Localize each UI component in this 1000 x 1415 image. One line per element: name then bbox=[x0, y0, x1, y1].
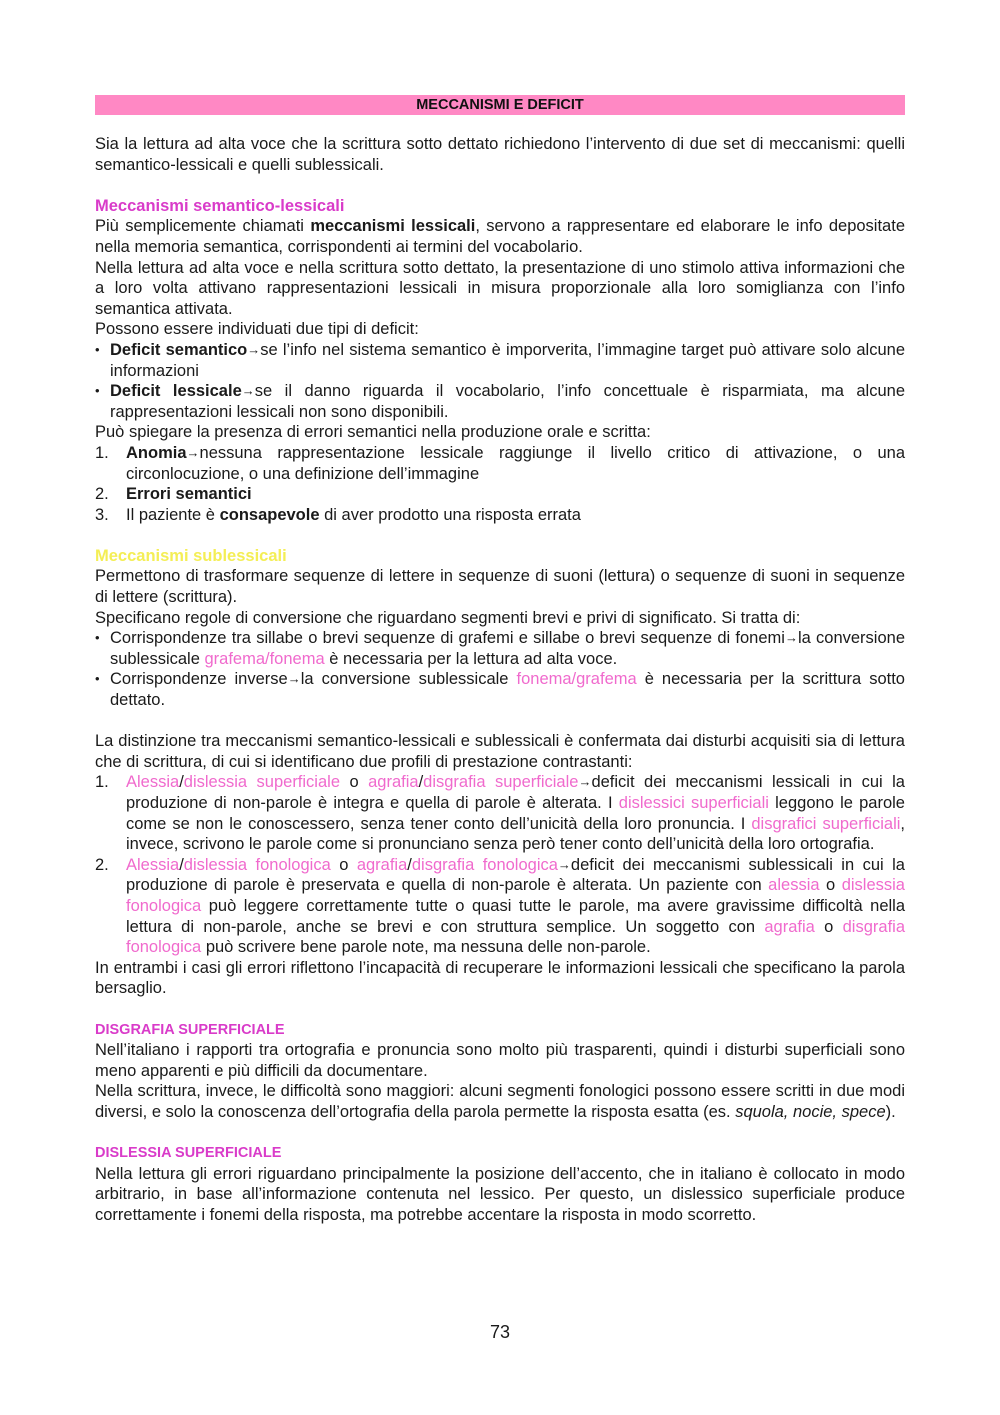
arrow-right-icon: → bbox=[578, 774, 592, 790]
semantic-paragraph-2: Nella lettura ad alta voce e nella scrittura sotto dettato, la presentazione di uno stimolo attiva informazioni che a loro volta attivano rappresentazioni lessicali in misura proporzionale alla loro somiglianza con l’info semantica attivata. bbox=[95, 258, 905, 318]
arrow-right-icon: → bbox=[241, 383, 255, 399]
list-item: 1. Alessia/dislessia superficiale o agrafia/disgrafia superficiale→deficit dei meccanismi lessicali in cui la produzione di non-parole è integra e quella di parole è alterata. I dislessici superficiali leggono le parole come se non le conoscessero, senza tener conto dell’unicità della loro pronuncia. I disgrafici superficiali, invece, scrivono le parole come si pronunciano senza però tener conto dell’unicità della loro ortografia. bbox=[95, 773, 905, 854]
disgrafia-paragraph-1: Nell’italiano i rapporti tra ortografia e pronuncia sono molto più trasparenti, quindi i disturbi superficiali sono meno apparenti e più difficili da documentare. bbox=[95, 1041, 905, 1080]
heading-dislessia-superficiale: DISLESSIA SUPERFICIALE bbox=[95, 1145, 282, 1162]
semantic-paragraph-1: Più semplicemente chiamati meccanismi lessicali, servono a rappresentare ed elaborare le info depositate nella memoria semantica, corrispondenti ai termini del vocabolario. bbox=[95, 217, 905, 256]
heading-disgrafia-superficiale: DISGRAFIA SUPERFICIALE bbox=[95, 1021, 285, 1038]
deficit-list bbox=[95, 340, 905, 422]
list-item: • Deficit semantico→se l’info nel sistema semantico è imporverita, l’immagine target può attivare solo alcune informazioni bbox=[95, 340, 905, 381]
profiles-list bbox=[95, 772, 905, 957]
list-item: 3. Il paziente è consapevole di aver prodotto una risposta errata bbox=[95, 505, 581, 524]
intro-paragraph: Sia la lettura ad alta voce che la scrittura sotto dettato richiedono l’intervento di due set di meccanismi: quelli semantico-lessicali e quelli sublessicali. bbox=[95, 135, 905, 174]
arrow-right-icon: → bbox=[287, 671, 301, 687]
sublexical-paragraph-2: Specificano regole di conversione che riguardano segmenti brevi e privi di significato. Si tratta di: bbox=[95, 608, 801, 627]
disgrafia-paragraph-2: Nella scrittura, invece, le difficoltà sono maggiori: alcuni segmenti fonologici possono essere scritti in due modi diversi, e solo la conoscenza dell’ortografia della parola permette la risposta esatta (es. squola, nocie, spece). bbox=[95, 1082, 905, 1121]
sublexical-paragraph-1: Permettono di trasformare sequenze di lettere in sequenze di suoni (lettura) o sequenze di suoni in sequenze di lettere (scrittura). bbox=[95, 567, 905, 607]
list-item: 2. Errori semantici bbox=[95, 485, 252, 504]
section-title-banner: MECCANISMI E DEFICIT bbox=[95, 95, 905, 115]
correspondence-list bbox=[95, 628, 905, 710]
page-number: 73 bbox=[489, 1322, 511, 1342]
list-item: 1. Anomia→nessuna rappresentazione lessicale raggiunge il livello critico di attivazione, o una circonlocuzione, o una definizione dell’immagine bbox=[95, 443, 905, 483]
distinction-conclusion: In entrambi i casi gli errori riflettono l’incapacità di recuperare le informazioni lessicali che specificano la parola bersaglio. bbox=[95, 958, 905, 998]
distinction-paragraph: La distinzione tra meccanismi semantico-lessicali e sublessicali è confermata dai disturbi acquisiti sia di lettura che di scrittura, di cui si identificano due profili di prestazione contrastanti: bbox=[95, 732, 905, 771]
semantic-paragraph-4: Può spiegare la presenza di errori semantici nella produzione orale e scritta: bbox=[95, 423, 651, 442]
semantic-paragraph-3: Possono essere individuati due tipi di deficit: bbox=[95, 320, 419, 339]
arrow-right-icon: → bbox=[247, 341, 261, 357]
list-item: • Deficit lessicale→se il danno riguarda il vocabolario, l’info concettuale è risparmiata, ma alcune rappresentazioni lessicali non sono disponibili. bbox=[95, 381, 905, 422]
list-item: 2. Alessia/dislessia fonologica o agrafia/disgrafia fonologica→deficit dei meccanismi sublessicali in cui la produzione di parole è preservata e quella di non-parole è alterata. Un paziente con alessia o dislessia fonologica può leggere correttamente tutte o quasi tutte le parole, ma avere gravissime difficoltà nella lettura di non-parole, anche se brevi e con struttura semplice. Un soggetto con agrafia o disgrafia fonologica può scrivere bene parole note, ma nessuna delle non-parole. bbox=[95, 855, 905, 957]
heading-semantic-lexical: Meccanismi semantico-lessicali bbox=[95, 196, 345, 215]
heading-sublexical: Meccanismi sublessicali bbox=[95, 546, 287, 565]
arrow-right-icon: → bbox=[557, 856, 571, 872]
semantic-errors-list bbox=[95, 443, 905, 525]
dislessia-paragraph-1: Nella lettura gli errori riguardano principalmente la posizione dell’accento, che in italiano è collocato in modo arbitrario, in base all’informazione contenuta nel lessico. Per questo, un dislessico superficiale produce correttamente i fonemi della risposta, ma potrebbe accentare la risposta in modo scorretto. bbox=[95, 1164, 905, 1224]
page-content bbox=[95, 95, 905, 1225]
list-item: • Corrispondenze tra sillabe o brevi sequenze di grafemi e sillabe o brevi sequenze di fonemi→la conversione sublessicale grafema/fonema è necessaria per la lettura ad alta voce. bbox=[95, 628, 905, 669]
arrow-right-icon: → bbox=[186, 444, 200, 460]
list-item: • Corrispondenze inverse→la conversione sublessicale fonema/grafema è necessaria per la scrittura sotto dettato. bbox=[95, 669, 905, 710]
arrow-right-icon: → bbox=[784, 630, 798, 646]
